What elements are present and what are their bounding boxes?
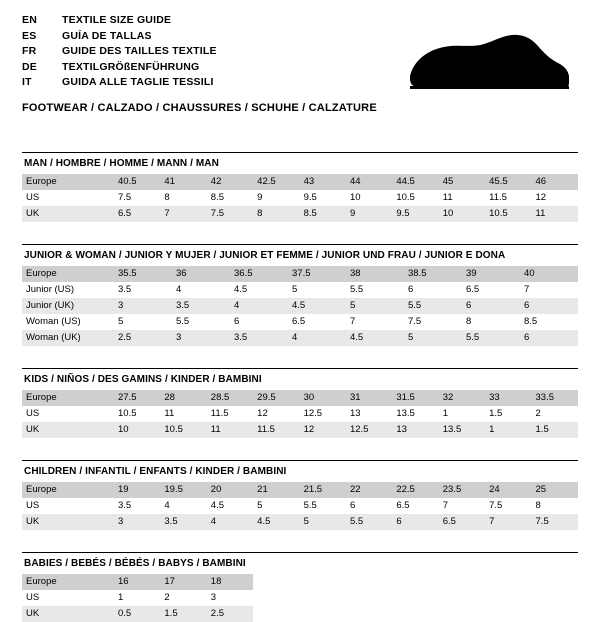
cell: 19.5 — [160, 482, 206, 498]
cell: 31 — [346, 390, 392, 406]
cell: 46 — [532, 174, 578, 190]
cell: 6 — [520, 298, 578, 314]
cell: 8.5 — [210, 192, 224, 203]
cell: 11.5 — [489, 192, 507, 203]
section-kids — [22, 368, 578, 438]
cell: 21 — [253, 482, 299, 498]
table-row — [22, 174, 578, 190]
footwear-heading: FOOTWEAR / CALZADO / CHAUSSURES / SCHUHE / CALZATURE — [22, 101, 377, 114]
cell: 36 — [172, 266, 230, 282]
cell: 8 — [164, 192, 170, 203]
cell: 10 — [114, 422, 160, 438]
size-table-kids — [22, 390, 578, 438]
cell: 5 — [118, 316, 124, 327]
cell: 45.5 — [485, 174, 531, 190]
table-row — [22, 514, 578, 530]
language-title: TEXTILGRÖßENFÜHRUNG — [62, 60, 200, 73]
cell-empty — [485, 606, 531, 622]
cell: 22 — [346, 482, 392, 498]
language-title: GUÍA DE TALLAS — [62, 29, 152, 42]
cell: 44.5 — [392, 174, 438, 190]
language-title-list — [22, 14, 217, 92]
table-row — [22, 314, 578, 330]
cell: 4 — [288, 330, 346, 346]
cell: 4.5 — [253, 514, 299, 530]
size-table-man — [22, 174, 578, 222]
cell: 11.5 — [210, 408, 229, 419]
section-title: BABIES / BEBÉS / BÉBÉS / BABYS / BAMBINI — [22, 552, 578, 574]
cell: 12.5 — [303, 408, 323, 419]
cell: 7.5 — [408, 316, 422, 327]
cell: 24 — [485, 482, 531, 498]
cell: 9 — [346, 206, 392, 222]
cell: 20 — [207, 482, 253, 498]
row-label: UK — [22, 422, 114, 438]
section-junior-woman — [22, 244, 578, 346]
cell: 36.5 — [230, 266, 288, 282]
table-row — [22, 282, 578, 298]
cell: 11 — [442, 192, 453, 203]
table-row — [22, 482, 578, 498]
cell: 8.5 — [524, 316, 538, 327]
cell-empty — [532, 574, 578, 590]
cell: 7 — [442, 500, 449, 511]
cell: 7 — [350, 316, 356, 327]
cell-empty — [253, 574, 299, 590]
cell: 9.5 — [303, 192, 317, 203]
cell: 5 — [257, 500, 263, 511]
cell: 18 — [207, 574, 253, 590]
cell-empty — [532, 590, 578, 606]
cell: 4 — [164, 500, 170, 511]
cell: 3 — [114, 514, 160, 530]
cell-empty — [532, 606, 578, 622]
cell: 4.5 — [346, 330, 404, 346]
row-label: UK — [22, 514, 114, 530]
cell: 31.5 — [392, 390, 438, 406]
cell: 7 — [160, 206, 206, 222]
row-label: Woman (UK) — [22, 330, 114, 346]
cell: 13 — [392, 422, 438, 438]
cell: 2.5 — [207, 606, 253, 622]
language-code: EN — [22, 14, 37, 26]
cell: 1.5 — [489, 408, 503, 419]
cell: 40.5 — [114, 174, 160, 190]
cell: 35.5 — [114, 266, 172, 282]
cell-empty — [439, 590, 485, 606]
cell: 8.5 — [300, 206, 346, 222]
language-row — [22, 76, 217, 92]
cell: 2 — [164, 592, 170, 603]
cell: 37.5 — [288, 266, 346, 282]
section-man — [22, 152, 578, 222]
cell: 25 — [532, 482, 578, 498]
table-row — [22, 422, 578, 438]
cell: 2.5 — [114, 330, 172, 346]
cell: 16 — [114, 574, 160, 590]
cell: 5 — [346, 298, 404, 314]
cell: 3.5 — [172, 298, 230, 314]
cell: 6 — [234, 316, 240, 327]
cell: 3 — [114, 298, 172, 314]
language-title-list-body — [22, 14, 217, 92]
cell: 41 — [160, 174, 206, 190]
cell: 8 — [535, 500, 541, 511]
cell: 7 — [524, 284, 530, 295]
cell: 1.5 — [160, 606, 206, 622]
cell: 6.5 — [114, 206, 160, 222]
cell: 11 — [164, 408, 175, 419]
cell: 3 — [172, 330, 230, 346]
row-label: UK — [22, 206, 114, 222]
cell: 9.5 — [392, 206, 438, 222]
cell: 3.5 — [230, 330, 288, 346]
cell: 5.5 — [462, 330, 520, 346]
row-label: Junior (UK) — [22, 298, 114, 314]
cell: 42.5 — [253, 174, 299, 190]
cell-empty — [392, 574, 438, 590]
cell: 6 — [408, 284, 414, 295]
cell: 6 — [462, 298, 520, 314]
cell: 10 — [439, 206, 485, 222]
cell: 13.5 — [439, 422, 485, 438]
language-row — [22, 30, 217, 46]
table-row — [22, 266, 578, 282]
row-label: Europe — [22, 482, 114, 498]
size-table-junior-woman — [22, 266, 578, 346]
cell-empty — [300, 574, 346, 590]
language-title: GUIDE DES TAILLES TEXTILE — [62, 45, 217, 57]
cell: 10.5 — [485, 206, 531, 222]
row-label: US — [26, 500, 40, 511]
cell: 1 — [118, 592, 124, 603]
cell: 7 — [485, 514, 531, 530]
cell-empty — [346, 590, 392, 606]
cell: 6.5 — [396, 500, 410, 511]
cell: 32 — [439, 390, 485, 406]
size-table-babies — [22, 574, 578, 622]
cell-empty — [485, 590, 531, 606]
table-row — [22, 330, 578, 346]
cell: 0.5 — [114, 606, 160, 622]
cell: 33 — [485, 390, 531, 406]
cell: 7.5 — [118, 192, 132, 203]
cell: 28 — [160, 390, 206, 406]
cell: 12.5 — [346, 422, 392, 438]
cell: 11 — [532, 206, 578, 222]
cell: 10 — [349, 192, 361, 203]
table-row — [22, 590, 578, 606]
cell: 38.5 — [404, 266, 462, 282]
cell: 43 — [300, 174, 346, 190]
cell: 21.5 — [300, 482, 346, 498]
cell: 5.5 — [350, 284, 364, 295]
cell: 23.5 — [439, 482, 485, 498]
cell: 4 — [230, 298, 288, 314]
size-table-children — [22, 482, 578, 530]
language-row — [22, 45, 217, 61]
language-row — [22, 14, 217, 30]
table-row — [22, 298, 578, 314]
cell: 8 — [466, 316, 472, 327]
cell: 7.5 — [532, 514, 578, 530]
table-row — [22, 206, 578, 222]
cell: 10.5 — [396, 192, 415, 203]
cell: 4.5 — [210, 500, 224, 511]
table-row — [22, 606, 578, 622]
section-title: JUNIOR & WOMAN / JUNIOR Y MUJER / JUNIOR ET FEMME / JUNIOR UND FRAU / JUNIOR E DONA — [22, 244, 578, 266]
cell: 39 — [462, 266, 520, 282]
cell: 6.5 — [439, 514, 485, 530]
language-code: ES — [22, 29, 37, 42]
row-label: UK — [22, 606, 114, 622]
cell-empty — [300, 590, 346, 606]
cell: 17 — [160, 574, 206, 590]
cell: 1 — [485, 422, 531, 438]
cell-empty — [346, 606, 392, 622]
cell-empty — [346, 574, 392, 590]
cell-empty — [392, 590, 438, 606]
cell: 40 — [520, 266, 578, 282]
cell: 30 — [300, 390, 346, 406]
cell: 11 — [207, 422, 253, 438]
row-label: Woman (US) — [26, 316, 81, 327]
cell: 45 — [439, 174, 485, 190]
table-row — [22, 574, 578, 590]
cell-empty — [253, 590, 299, 606]
cell: 5.5 — [346, 514, 392, 530]
cell: 13 — [349, 408, 361, 419]
cell: 2 — [535, 408, 541, 419]
cell: 3 — [210, 592, 217, 603]
row-label: Europe — [22, 574, 114, 590]
section-title: KIDS / NIÑOS / DES GAMINS / KINDER / BAMBINI — [22, 368, 578, 390]
cell: 13.5 — [396, 408, 415, 419]
cell: 5.5 — [404, 298, 462, 314]
cell: 12 — [535, 192, 547, 203]
cell: 4 — [176, 284, 182, 295]
row-label: Europe — [22, 266, 114, 282]
section-children — [22, 460, 578, 530]
cell: 12 — [257, 408, 268, 419]
cell: 5.5 — [176, 316, 190, 327]
cell: 9 — [257, 192, 263, 203]
cell: 5 — [404, 330, 462, 346]
cell: 6 — [392, 514, 438, 530]
cell-empty — [439, 574, 485, 590]
table-row — [22, 390, 578, 406]
row-label: Europe — [22, 390, 114, 406]
cell: 1.5 — [532, 422, 578, 438]
cell: 3.5 — [118, 500, 132, 511]
cell: 12 — [300, 422, 346, 438]
cell: 4.5 — [234, 284, 248, 295]
cell: 1 — [442, 408, 449, 419]
cell: 5 — [300, 514, 346, 530]
language-row — [22, 61, 217, 77]
table-row — [22, 190, 578, 206]
cell: 33.5 — [532, 390, 578, 406]
cell-empty — [485, 574, 531, 590]
language-code: IT — [22, 76, 32, 88]
cell: 38 — [346, 266, 404, 282]
cell: 6.5 — [292, 316, 306, 327]
language-title: TEXTILE SIZE GUIDE — [62, 14, 172, 26]
cell: 27.5 — [114, 390, 160, 406]
cell: 5 — [292, 284, 298, 295]
row-label: US — [26, 192, 40, 203]
language-code: FR — [22, 45, 37, 57]
header — [22, 14, 578, 114]
cell: 6 — [520, 330, 578, 346]
cell: 5.5 — [303, 500, 317, 511]
cell: 19 — [114, 482, 160, 498]
cell-empty — [439, 606, 485, 622]
language-title: GUIDA ALLE TAGLIE TESSILI — [62, 76, 214, 88]
cell: 10.5 — [118, 408, 137, 419]
cell: 3.5 — [160, 514, 206, 530]
cell: 28.5 — [207, 390, 253, 406]
cell: 22.5 — [392, 482, 438, 498]
row-label: US — [26, 408, 40, 419]
language-code: DE — [22, 60, 37, 73]
cell: 29.5 — [253, 390, 299, 406]
table-row — [22, 406, 578, 422]
cell: 10.5 — [160, 422, 206, 438]
cell: 7.5 — [489, 500, 503, 511]
cell-empty — [253, 606, 299, 622]
cell-empty — [300, 606, 346, 622]
cell: 42 — [207, 174, 253, 190]
cell: 8 — [253, 206, 299, 222]
dress-shoe-icon — [380, 30, 570, 98]
cell: 3.5 — [118, 284, 132, 295]
cell: 4 — [207, 514, 253, 530]
row-label: Europe — [22, 174, 114, 190]
row-label: Junior (US) — [26, 284, 75, 295]
cell: 44 — [346, 174, 392, 190]
cell: 6 — [349, 500, 356, 511]
table-row — [22, 498, 578, 514]
cell: 11.5 — [253, 422, 299, 438]
cell: 6.5 — [466, 284, 480, 295]
row-label: US — [26, 592, 40, 603]
cell: 4.5 — [288, 298, 346, 314]
section-title: MAN / HOMBRE / HOMME / MANN / MAN — [22, 152, 578, 174]
cell-empty — [392, 606, 438, 622]
section-babies — [22, 552, 578, 622]
cell: 7.5 — [207, 206, 253, 222]
section-title: CHILDREN / INFANTIL / ENFANTS / KINDER / BAMBINI — [22, 460, 578, 482]
